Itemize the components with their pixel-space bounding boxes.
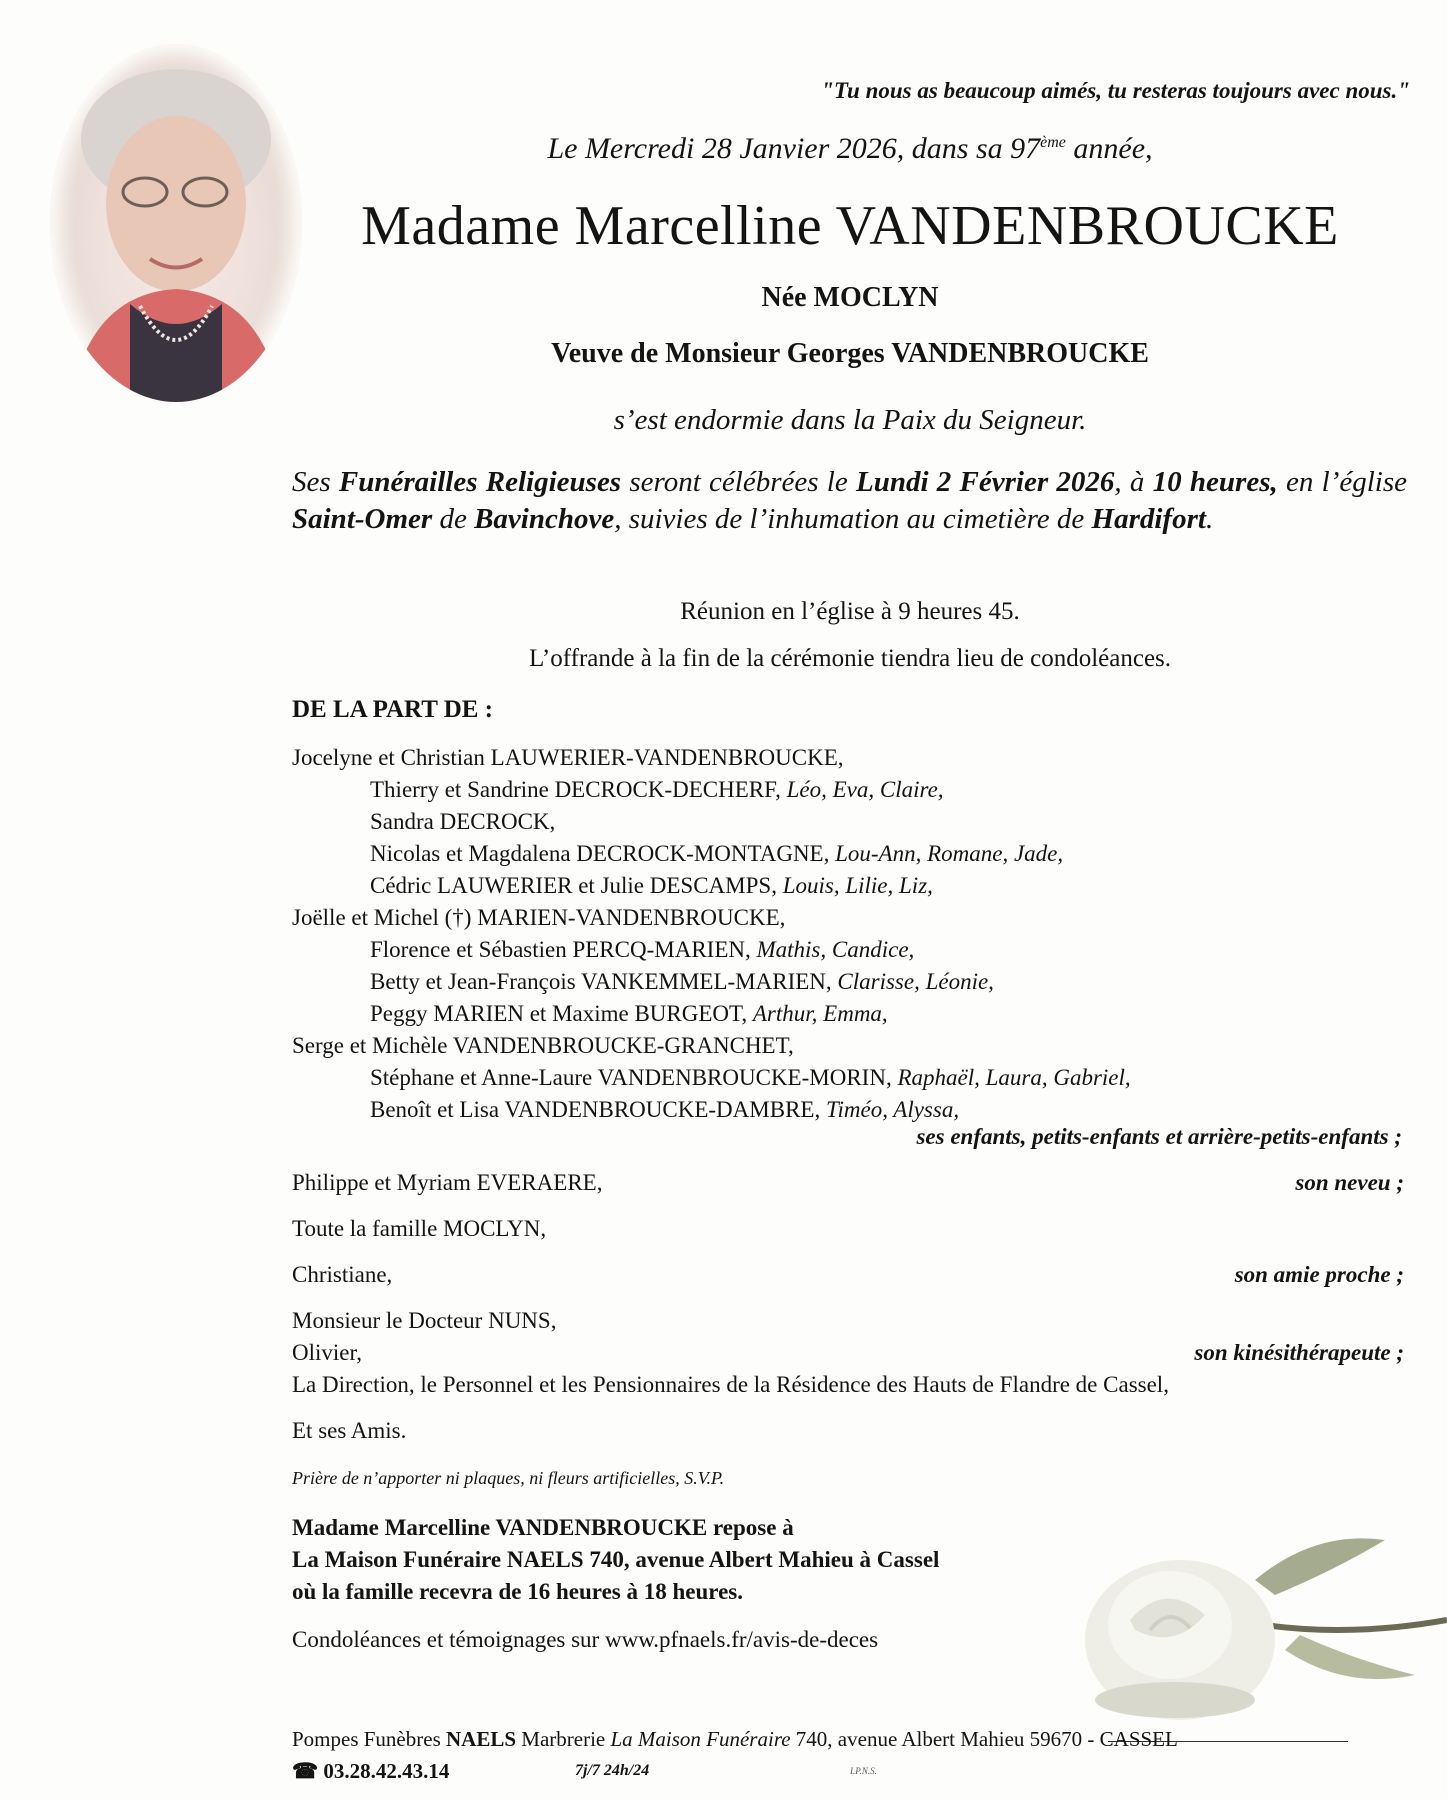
list-item <box>292 1094 1412 1126</box>
list-item <box>292 870 1412 902</box>
footer-company <box>292 1727 1178 1752</box>
family-relation: ses enfants, petits-enfants et arrière-petits-enfants ; <box>916 1124 1402 1149</box>
phone-icon: ☎ <box>292 1759 319 1783</box>
portrait-illustration <box>50 44 302 402</box>
request-note: Prière de n’apporter ni plaques, ni fleurs artificielles, S.V.P. <box>292 1468 725 1488</box>
condolences-line: Condoléances et témoignages sur www.pfnaels.fr/avis-de-deces <box>292 1627 879 1652</box>
footer-hours: 7j/7 24h/24 <box>575 1762 650 1779</box>
list-item <box>292 934 1412 966</box>
family-kids: Mathis, Candice, <box>756 937 915 962</box>
date-line-end: année, <box>1065 132 1153 165</box>
list-item <box>292 966 1412 998</box>
family-kids: Arthur, Emma, <box>752 1001 888 1026</box>
resting-line: Madame Marcelline VANDENBROUCKE repose à <box>292 1515 794 1540</box>
funeral-town: Bavinchove <box>474 503 615 535</box>
family-name: Joëlle et Michel (†) MARIEN-VANDENBROUCKE, <box>292 905 786 930</box>
resting-line: La Maison Funéraire NAELS 740, avenue Albert Mahieu à Cassel <box>292 1547 940 1572</box>
physio-name: Olivier, <box>292 1340 362 1365</box>
footer-address: 740, avenue Albert Mahieu 59670 - CASSEL <box>790 1727 1178 1751</box>
passed-away-line: s’est endormie dans la Paix du Seigneur. <box>613 404 1087 436</box>
family-kids: Raphaël, Laura, Gabriel, <box>897 1065 1131 1090</box>
friend-relation: son amie proche ; <box>1234 1262 1404 1287</box>
footer-phone[interactable] <box>292 1759 449 1784</box>
nephew-name: Philippe et Myriam EVERAERE, <box>292 1170 603 1195</box>
physio-row <box>292 1340 1404 1366</box>
footer-text-2: Marbrerie <box>516 1727 611 1751</box>
family-name: Nicolas et Magdalena DECROCK-MONTAGNE, <box>370 841 836 866</box>
portrait-photo <box>50 44 302 402</box>
funeral-text-1: Ses <box>292 466 339 498</box>
footer-maison: La Maison Funéraire <box>610 1727 791 1751</box>
maiden-name: Née MOCLYN <box>761 282 939 313</box>
funeral-text-2: seront célébrées le <box>621 466 856 498</box>
offering-line: L’offrande à la fin de la cérémonie tiendra lieu de condoléances. <box>528 645 1172 672</box>
residence-row <box>292 1372 1404 1398</box>
funeral-time: 10 heures, <box>1152 466 1278 498</box>
widow-of: Veuve de Monsieur Georges VANDENBROUCKE <box>551 338 1149 369</box>
residence-line: La Direction, le Personnel et les Pensionnaires de la Résidence des Hauts de Flandre de Cassel, <box>292 1372 1169 1397</box>
footer-brand: NAELS <box>446 1727 517 1751</box>
list-item <box>292 838 1412 870</box>
list-item <box>292 774 1412 806</box>
moclyn-row <box>292 1216 1404 1242</box>
family-kids: Lou-Ann, Romane, Jade, <box>835 841 1064 866</box>
date-line-superscript: ème <box>1040 134 1066 151</box>
family-name: Sandra DECROCK, <box>370 809 556 834</box>
funeral-text-4: en l’église <box>1277 466 1408 498</box>
family-kids: Timéo, Alyssa, <box>825 1097 960 1122</box>
friend-name: Christiane, <box>292 1262 393 1287</box>
funeral-text-5: de <box>432 503 475 535</box>
list-item <box>292 742 1412 774</box>
funeral-church: Saint-Omer <box>292 503 433 535</box>
from-heading: DE LA PART DE : <box>292 696 494 723</box>
list-item <box>292 1062 1412 1094</box>
funeral-date: Lundi 2 Février 2026 <box>855 466 1115 498</box>
funeral-text-3: , à <box>1114 466 1153 498</box>
footer-text-1: Pompes Funèbres <box>292 1727 446 1751</box>
family-name: Thierry et Sandrine DECROCK-DECHERF, <box>370 777 787 802</box>
white-rose-image <box>1055 1500 1447 1730</box>
funeral-bold-1: Funérailles Religieuses <box>338 466 622 498</box>
family-list <box>292 742 1412 1126</box>
list-item <box>292 902 1412 934</box>
epitaph-quote: "Tu nous as beaucoup aimés, tu resteras toujours avec nous." <box>821 78 1410 103</box>
physio-relation: son kinésithérapeute ; <box>1194 1340 1404 1365</box>
deceased-name: Madame Marcelline VANDENBROUCKE <box>361 195 1339 257</box>
date-line <box>300 132 1400 166</box>
funeral-paragraph <box>292 464 1407 538</box>
friend-row <box>292 1262 1404 1288</box>
family-name: Stéphane et Anne-Laure VANDENBROUCKE-MORIN, <box>370 1065 898 1090</box>
doctor-row <box>292 1308 1404 1334</box>
moclyn-family: Toute la famille MOCLYN, <box>292 1216 547 1241</box>
footer-ipns: I.P.N.S. <box>850 1766 877 1776</box>
family-name: Betty et Jean-François VANKEMMEL-MARIEN, <box>370 969 838 994</box>
list-item <box>292 998 1412 1030</box>
nephew-row <box>292 1170 1404 1196</box>
funeral-cemetery: Hardifort <box>1091 503 1206 535</box>
family-name: Florence et Sébastien PERCQ-MARIEN, <box>370 937 757 962</box>
family-kids: Louis, Lilie, Liz, <box>782 873 933 898</box>
family-kids: Léo, Eva, Claire, <box>786 777 944 802</box>
list-item <box>292 806 1412 838</box>
family-name: Benoît et Lisa VANDENBROUCKE-DAMBRE, <box>370 1097 826 1122</box>
resting-line: où la famille recevra de 16 heures à 18 heures. <box>292 1579 743 1604</box>
family-name: Serge et Michèle VANDENBROUCKE-GRANCHET, <box>292 1033 794 1058</box>
family-name: Peggy MARIEN et Maxime BURGEOT, <box>370 1001 753 1026</box>
phone-number[interactable]: 03.28.42.43.14 <box>323 1759 450 1783</box>
funeral-text-7: . <box>1205 503 1214 535</box>
friends-line: Et ses Amis. <box>292 1418 407 1443</box>
meeting-line: Réunion en l’église à 9 heures 45. <box>680 598 1020 625</box>
family-name: Jocelyne et Christian LAUWERIER-VANDENBROUCKE, <box>292 745 844 770</box>
family-name: Cédric LAUWERIER et Julie DESCAMPS, <box>370 873 783 898</box>
resting-place <box>292 1512 939 1608</box>
doctor-name: Monsieur le Docteur NUNS, <box>292 1308 557 1333</box>
nephew-relation: son neveu ; <box>1295 1170 1404 1195</box>
family-kids: Clarisse, Léonie, <box>837 969 994 994</box>
list-item <box>292 1030 1412 1062</box>
date-line-text: Le Mercredi 28 Janvier 2026, dans sa 97 <box>547 132 1041 165</box>
funeral-text-6: , suivies de l’inhumation au cimetière de <box>614 503 1092 535</box>
friends-row <box>292 1418 1404 1444</box>
